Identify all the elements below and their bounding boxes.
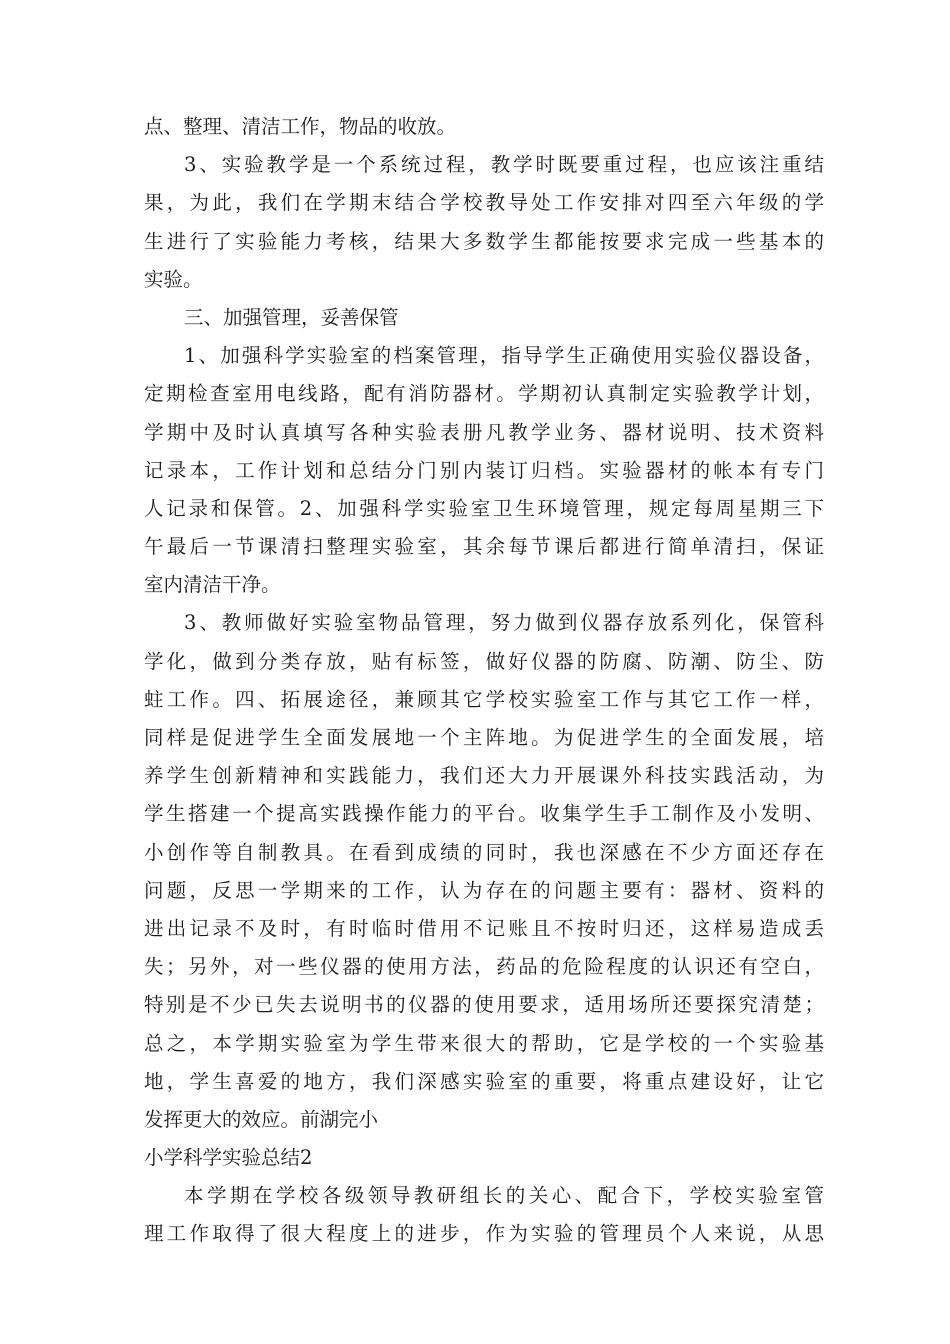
text-line: 小创作等自制教具。在看到成绩的同时，我也深感在不少方面还存在 bbox=[144, 840, 824, 864]
text-line: 实验。 bbox=[144, 267, 203, 291]
text-line: 定期检查室用电线路，配有消防器材。学期初认真制定实验教学计划， bbox=[144, 382, 824, 406]
text-line: 午最后一节课清扫整理实验室，其余每节课后都进行简单清扫，保证 bbox=[144, 535, 824, 559]
text-line: 记录本，工作计划和总结分门别内装订归档。实验器材的帐本有专门 bbox=[144, 458, 824, 482]
text-line: 果，为此，我们在学期末结合学校教导处工作安排对四至六年级的学 bbox=[144, 191, 824, 215]
text-line: 人记录和保管。2、加强科学实验室卫生环境管理，规定每周星期三下 bbox=[144, 496, 824, 520]
text-line: 特别是不少已失去说明书的仪器的使用要求，适用场所还要探究清楚； bbox=[144, 993, 824, 1017]
text-line: 发挥更大的效应。前湖完小 bbox=[144, 1107, 379, 1131]
text-line: 养学生创新精神和实践能力，我们还大力开展课外科技实践活动，为 bbox=[144, 764, 824, 788]
text-line: 理工作取得了很大程度上的进步，作为实验的管理员个人来说，从思 bbox=[144, 1222, 824, 1246]
text-line: 蛀工作。四、拓展途径，兼顾其它学校实验室工作与其它工作一样， bbox=[144, 687, 824, 711]
text-line: 问题，反思一学期来的工作，认为存在的问题主要有：器材、资料的 bbox=[144, 878, 824, 902]
text-line: 点、整理、清洁工作，物品的收放。 bbox=[144, 115, 457, 138]
document-title: 小学科学实验总结2 bbox=[144, 1146, 313, 1170]
text-line: 3、实验教学是一个系统过程，教学时既要重过程，也应该注重结 bbox=[184, 153, 824, 177]
text-line: 学生搭建一个提高实践操作能力的平台。收集学生手工制作及小发明、 bbox=[144, 802, 824, 826]
text-line: 同样是促进学生全面发展地一个主阵地。为促进学生的全面发展，培 bbox=[144, 726, 824, 749]
text-line: 室内清洁干净。 bbox=[144, 573, 281, 597]
text-line: 地，学生喜爱的地方，我们深感实验室的重要，将重点建设好，让它 bbox=[144, 1069, 824, 1093]
text-line: 总之，本学期实验室为学生带来很大的帮助，它是学校的一个实验基 bbox=[144, 1031, 824, 1055]
text-line: 生进行了实验能力考核，结果大多数学生都能按要求完成一些基本的 bbox=[144, 229, 824, 253]
text-line: 3、教师做好实验室物品管理，努力做到仪器存放系列化，保管科 bbox=[184, 611, 824, 635]
text-line: 学化，做到分类存放，贴有标签，做好仪器的防腐、防潮、防尘、防 bbox=[144, 649, 824, 673]
document-page bbox=[144, 108, 824, 1254]
text-line: 1、加强科学实验室的档案管理，指导学生正确使用实验仪器设备， bbox=[184, 344, 824, 368]
text-line: 本学期在学校各级领导教研组长的关心、配合下，学校实验室管 bbox=[184, 1184, 824, 1208]
text-line: 学期中及时认真填写各种实验表册凡教学业务、器材说明、技术资料 bbox=[144, 420, 824, 444]
text-line: 进出记录不及时，有时临时借用不记账且不按时归还，这样易造成丢 bbox=[144, 916, 824, 940]
text-line: 失；另外，对一些仪器的使用方法，药品的危险程度的认识还有空白， bbox=[144, 955, 824, 979]
section-heading: 三、加强管理，妥善保管 bbox=[184, 305, 399, 329]
